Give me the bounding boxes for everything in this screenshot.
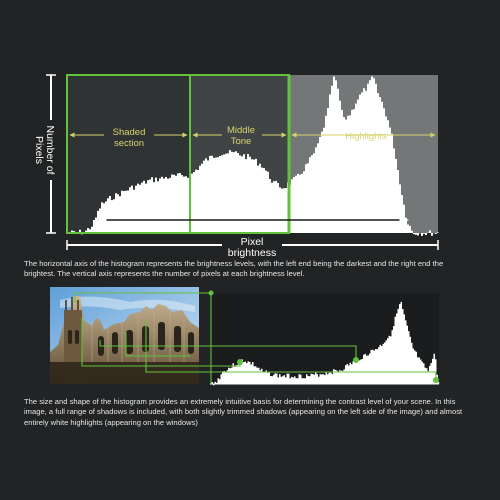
midtone-label-line2: Tone: [230, 136, 252, 147]
y-axis-label-line1: Number of: [44, 125, 56, 175]
cathedral-photo: [50, 287, 199, 384]
shaded-label-line1: Shaded: [112, 127, 146, 138]
x-axis-label-line1: Pixel: [240, 236, 264, 248]
x-axis-label-line2: brightness: [227, 247, 277, 259]
top-histogram: [33, 75, 439, 259]
caption-bottom: The size and shape of the histogram provides an extremely intuitive basis for determining the contrast level of your scene. In this image, a full range of shadows is included, with both slightly trimmed shadows (appearing on the left side of the image) and almost entirely white highlights (appearing on the windows): [24, 397, 463, 427]
midtone-label-line1: Middle: [227, 125, 255, 136]
small-histogram: [210, 293, 440, 385]
highlights-label: Highlights: [345, 131, 387, 142]
shaded-label-line2: section: [113, 138, 145, 149]
y-axis-label-line2: Pixels: [33, 135, 45, 165]
caption-top: The horizontal axis of the histogram represents the brightness levels, with the left end being the darkest and the right end the brightest. The vertical axis represents the number of pixels at each brightness level.: [24, 259, 444, 279]
